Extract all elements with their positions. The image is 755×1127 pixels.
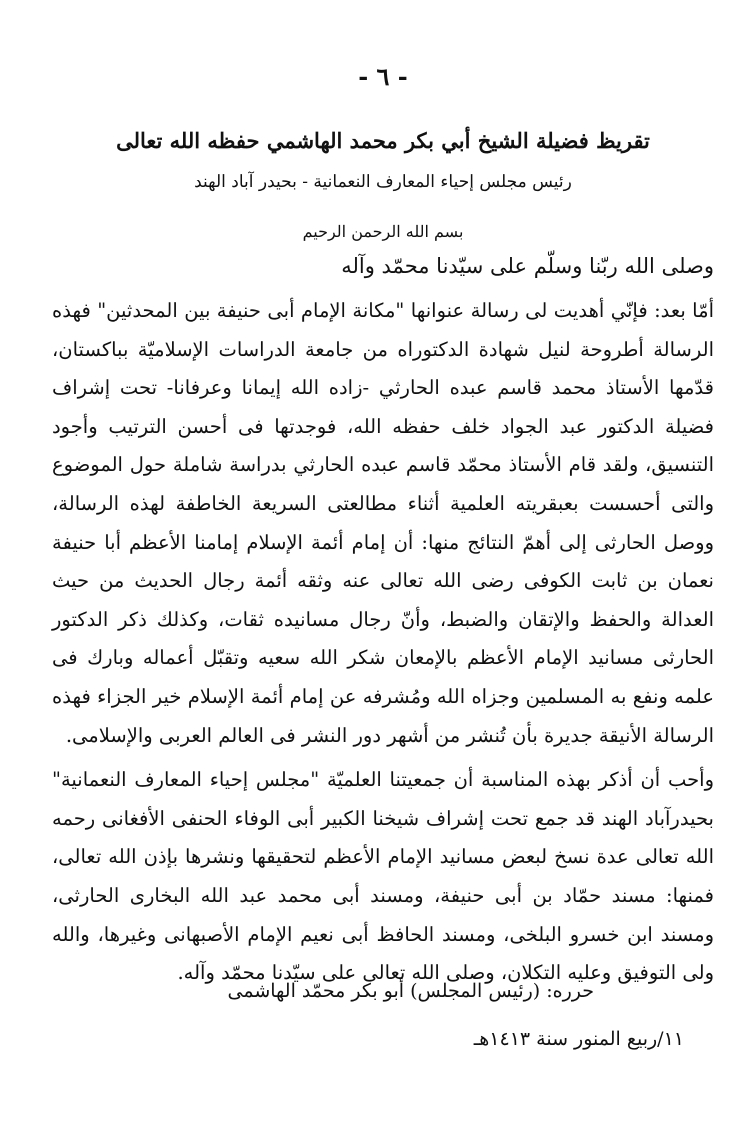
date-line: ١١/ربيع المنور سنة ١٤١٣هـ	[473, 1028, 684, 1050]
page-title: تقريظ فضيلة الشيخ أبي بكر محمد الهاشمي حفظه الله تعالى	[116, 128, 650, 153]
signature-line: حرره: (رئيس المجلس) أبو بكر محمّد الهاشمى	[227, 980, 594, 1002]
paragraph: وأحب أن أذكر بهذه المناسبة أن جمعيتنا العلميّة "مجلس إحياء المعارف النعمانية" بحيدرآباد الهند قد جمع تحت إشراف شيخنا الكبير أبى الوفاء الحنفى الأفغانى رحمه الله تعالى عدة نسخ لبعض مسانيد الإمام الأعظم لتحقيقها ونشرها بإذن الله تعالى، فمنها: مسند حمّاد بن أبى حنيفة، ومسند أبى محمد عبد الله البخارى الحارثى، ومسند ابن خسرو البلخى، ومسند الحافظ أبى نعيم الإمام الأصبهانى وغيرها، والله ولى التوفيق وعليه التكلان، وصلى الله تعالى على سيّدنا محمّد وآله.	[52, 768, 714, 985]
page-subtitle: رئيس مجلس إحياء المعارف النعمانية - بحيدر آباد الهند	[194, 172, 572, 192]
paragraph: أمّا بعد: فإنّي أهديت لى رسالة عنوانها "مكانة الإمام أبى حنيفة بين المحدثين" فهذه الرسالة أطروحة لنيل شهادة الدكتوراه من جامعة الدراسات الإسلاميّة بباكستان، قدّمها الأستاذ محمد قاسم عبده الحارثي -زاده الله إيمانا وعرفانا- تحت إشراف فضيلة الدكتور عبد الجواد خلف حفظه الله، فوجدتها فى أحسن الترتيب وأجود التنسيق، ولقد قام الأستاذ محمّد قاسم عبده الحارثي بدراسة شاملة حول الموضوع والتى أحسست بعبقريته العلمية أثناء مطالعتى السريعة الخاطفة لهذه الرسالة، ووصل الحارثى إلى أهمّ النتائج منها: أن إمام أئمة الإسلام إمامنا الأعظم أبا حنيفة نعمان بن ثابت الكوفى رضى الله تعالى عنه وثقه أئمة رجال الحديث من حيث العدالة والحفظ والإتقان والضبط، وأنّ رجال مسانيده ثقات، وكذلك ذكر الدكتور الحارثى مسانيد الإمام الأعظم بالإمعان شكر الله سعيه وتقبّل أعماله وبارك فى علمه ونفع به المسلمين وجزاه الله ومُشرفه عن إمام أئمة الإسلام خير الجزاء فهذه الرسالة الأنيقة جديرة بأن تُنشر من أشهر دور النشر فى العالم العربى والإسلامى.	[52, 299, 714, 747]
salutation-line: وصلى الله ربّنا وسلّم على سيّدنا محمّد وآله	[341, 254, 714, 278]
page-number: - ٦ -	[358, 62, 408, 91]
body-text	[52, 292, 714, 993]
document-page	[52, 0, 714, 1127]
basmala: بسم الله الرحمن الرحيم	[302, 222, 464, 241]
